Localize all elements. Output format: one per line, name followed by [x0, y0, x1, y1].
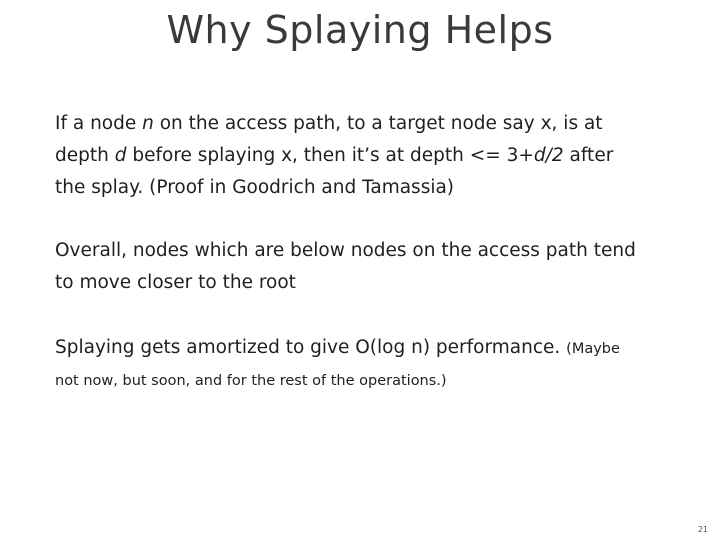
text-run: Splaying gets amortized to give O(log n) performance. — [55, 337, 567, 358]
italic-d: d — [114, 145, 127, 166]
paragraph-line — [55, 140, 685, 172]
paragraph-line: to move closer to the root — [55, 272, 296, 293]
paragraph-line — [55, 108, 685, 140]
paragraph-line: Overall, nodes which are below nodes on the access path tend — [55, 240, 636, 261]
text-run: depth — [55, 145, 115, 166]
paragraph-line: the splay. (Proof in Goodrich and Tamassia) — [55, 177, 455, 198]
slide-number: 21 — [697, 525, 708, 534]
paragraph-nodes-move — [55, 235, 685, 299]
italic-d-over-2: d/2 — [533, 145, 564, 166]
text-run: on the access path, to a target node say x, is at — [153, 113, 603, 134]
text-run: after — [563, 145, 614, 166]
slide-title: Why Splaying Helps — [166, 8, 554, 52]
text-run: before splaying x, then it’s at depth <= 3+ — [126, 145, 534, 166]
paragraph-splay-depth — [55, 108, 685, 204]
italic-n: n — [142, 113, 154, 134]
text-run: If a node — [55, 113, 143, 134]
paragraph-line — [55, 332, 685, 365]
paragraph-line: not now, but soon, and for the rest of the operations.) — [55, 373, 447, 389]
paragraph-amortized — [55, 332, 685, 397]
small-text-run: (Maybe — [566, 341, 620, 357]
